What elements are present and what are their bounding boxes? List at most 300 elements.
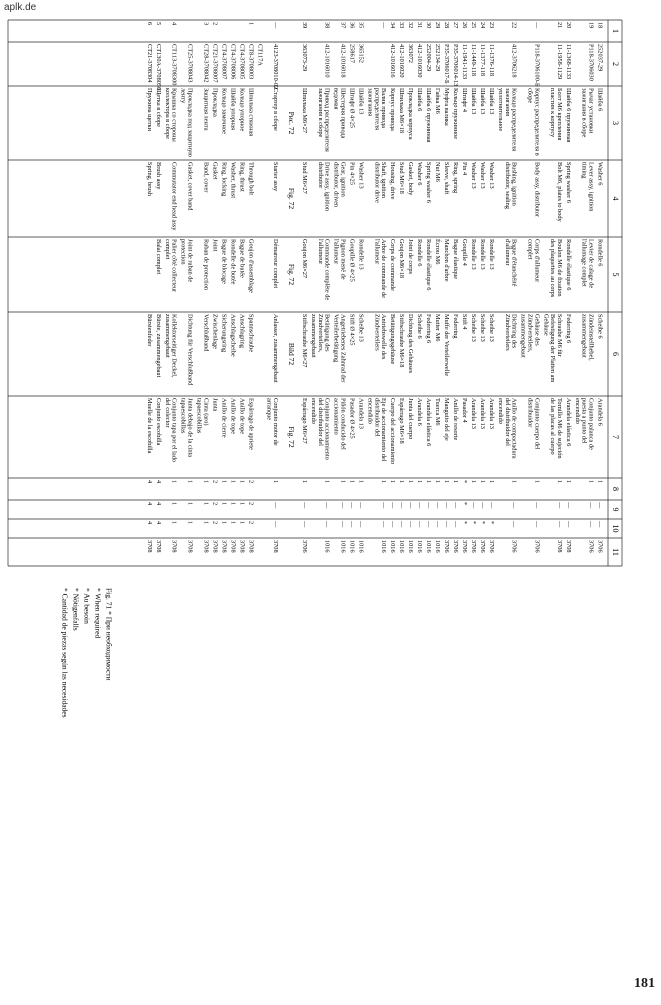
table-cell: Washer 6 (416, 162, 424, 186)
figure-label: Fig. 72 (286, 263, 296, 286)
table-cell: Рычаг установки (587, 88, 595, 134)
table-cell: коллектора в сборе (163, 88, 171, 139)
table-row (542, 22, 563, 553)
table-cell: * (461, 502, 469, 506)
table-cell: Arandela 13 (488, 398, 496, 429)
table-cell: Scheibe 13 (488, 314, 496, 342)
table-cell: 4 (145, 502, 153, 506)
table-cell: 1 (398, 480, 406, 484)
table-cell: Arandela 13 (357, 398, 365, 429)
table-cell: зажигания (366, 88, 374, 117)
table-cell: 36 (348, 22, 356, 29)
table-cell: Lever assy, ignition (587, 162, 595, 212)
table-cell: 1016 (389, 540, 397, 553)
table-cell: 412-1016010 (323, 44, 331, 78)
table-cell: 1 (434, 480, 442, 484)
table-cell: Шайба упорная (229, 88, 237, 130)
table-cell: Bague élastique (452, 239, 460, 280)
table-row (434, 22, 442, 553)
table-cell: Rondelle élastique 6 (425, 239, 433, 291)
table-cell: Washer 13 (470, 162, 478, 189)
table-cell: Gehäuse des (533, 314, 541, 346)
table-cell: complet (163, 239, 171, 260)
table-cell: 412-1016020 (398, 44, 406, 78)
table-cell: 2 (247, 521, 255, 525)
table-cell: Joint (211, 239, 219, 252)
table-cell: Corps d'allumeur (533, 239, 541, 283)
table-cell: Commutator end head assy (170, 162, 178, 231)
table-cell: Scheibe 13 (357, 314, 365, 342)
table-cell: 1016 (425, 540, 433, 553)
table-row (238, 44, 245, 553)
column-header-9: 9 (611, 507, 621, 512)
table-cell: 3706 (479, 540, 487, 553)
table-cell: 2 (211, 480, 219, 484)
figure-label: Bild 72 (286, 342, 296, 366)
table-cell: Scheibe 6 (596, 314, 604, 339)
table-cell: Anillo de tope (229, 398, 237, 435)
table-cell: СТ113-3708300 (170, 44, 178, 86)
table-cell: — (407, 502, 415, 509)
table-cell: 11-1449-118 (470, 44, 478, 77)
table-cell: 3708 (145, 540, 153, 553)
table-cell: 365152 (357, 44, 365, 63)
table-cell: Démarreur complet (272, 239, 280, 289)
table-cell: пластин к корпусу (549, 88, 557, 138)
table-cell: Schraube M6 für (555, 314, 563, 357)
table-cell: — (434, 521, 442, 528)
table-cell: 1 (301, 480, 309, 484)
figure-separator-row (287, 112, 296, 448)
table-cell: 412-1016016 (389, 44, 397, 78)
table-cell: Balai complet (154, 239, 162, 275)
table-cell: — (488, 502, 496, 509)
table-cell: 3708 (220, 540, 228, 553)
table-cell: 3706 (596, 540, 604, 553)
page-number: 181 (634, 976, 655, 991)
table-cell: distributor (316, 162, 324, 189)
table-cell: Stiftschraube M6×27 (301, 314, 309, 368)
table-cell: 28 (443, 22, 451, 29)
table-cell: Body assy, distributor (533, 162, 541, 218)
table-cell: Sicherungsring (220, 314, 228, 353)
table-cell: Piñón conducido del (339, 398, 347, 450)
table-cell: Р118-3706100-Б (533, 44, 541, 87)
table-cell: 3708 (202, 540, 210, 553)
table-cell: — (452, 521, 460, 528)
table-cell: Шпилька М6×27 (301, 88, 309, 134)
table-cell: ведомая (332, 88, 340, 110)
table-cell: 35 (357, 22, 365, 29)
table-cell: Kollektorseitiger Deckel, (170, 314, 178, 378)
table-cell: Zündeinstellhebel, (587, 314, 595, 361)
footnote: * Cantidad de piezas según las necesidades (60, 588, 70, 718)
table-cell: 1 (587, 480, 595, 484)
table-cell: — (434, 502, 442, 509)
table-cell: СТ4-3708005 (238, 44, 246, 80)
table-cell: Ring, spring (452, 162, 460, 194)
table-cell: — (555, 521, 563, 528)
table-cell: Болт М6 крепления (555, 88, 563, 141)
table-cell: Pin 4×25 (348, 162, 356, 185)
column-header-1: 1 (611, 29, 621, 33)
table-cell: 24 (479, 22, 487, 29)
table-cell: — (425, 502, 433, 509)
table-cell: Junta del cuerpo (407, 398, 415, 440)
table-row (229, 44, 236, 553)
table-cell: 1 (229, 502, 237, 506)
table-cell: Bürstenfeder (145, 314, 153, 347)
column-header-10: 10 (611, 524, 621, 533)
table-cell: — (587, 521, 595, 528)
table-cell: Rondelle élastique 6 (564, 239, 572, 291)
table-cell: зажигания в сборе (580, 88, 588, 138)
table-cell: 11-1368-1133 (564, 44, 572, 80)
table-cell: Anillo de compactadura (510, 398, 518, 459)
table-cell: protection (179, 239, 187, 265)
column-header-2: 2 (611, 62, 621, 66)
table-cell: 258617 (348, 44, 356, 63)
table-cell: 3708 (229, 540, 237, 553)
table-cell: Шайба 13 (470, 88, 478, 115)
table-cell: Ring, thrust (238, 162, 246, 192)
table-cell: * (461, 521, 469, 525)
table-cell: 1016 (434, 540, 442, 553)
table-cell: 38 (323, 22, 331, 29)
table-cell: — (301, 502, 309, 509)
table-cell: — (272, 22, 280, 29)
table-cell: * (479, 521, 487, 525)
table-cell: complet (526, 239, 534, 260)
table-cell: — (416, 521, 424, 528)
column-headers (611, 29, 620, 556)
table-cell: Washer 13 (488, 162, 496, 189)
table-cell: 1 (186, 480, 194, 484)
table-cell: 2 (211, 502, 219, 506)
table-cell: Pignon mené de (339, 239, 347, 280)
table-cell: Commande complète de (323, 239, 331, 301)
table-cell: Пружина щетки (145, 88, 153, 131)
table-cell: — (398, 521, 406, 528)
table-cell: 3706 (587, 540, 595, 553)
table-cell: Goupille Ø 4×25 (348, 239, 356, 282)
watermark: aplk.de (4, 2, 37, 13)
table-cell: СТ28-3708042 (202, 44, 210, 83)
table-cell: 1 (533, 480, 541, 484)
table-cell: 11-1377-118 (479, 44, 487, 77)
table-cell: Shaft, ignition (380, 162, 388, 199)
table-cell: 1 (479, 480, 487, 484)
table-row (574, 22, 595, 553)
table-cell: Spring washer 6 (425, 162, 433, 203)
table-cell: 363072 (407, 44, 415, 63)
table-cell: 1 (425, 480, 433, 484)
table-cell: Защитная лента (202, 88, 210, 131)
table-cell: Arandela 6 (596, 398, 604, 426)
table-body (146, 21, 604, 553)
table-cell: Band, cover (202, 162, 210, 193)
table-cell: 3706 (443, 540, 451, 553)
table-cell: — (389, 502, 397, 509)
table-cell: Ring, locking (220, 162, 228, 197)
table-cell: Р35-3706017-Б (443, 44, 451, 84)
table-cell: 1 (339, 480, 347, 484)
table-row (488, 22, 495, 553)
table-cell: 11-1958-1129 (555, 44, 563, 80)
table-cell: СТ25-3708043 (186, 44, 194, 83)
table-cell: 1 (564, 480, 572, 484)
table-cell: Rondelle 6 (596, 239, 604, 267)
table-cell: Bague de blocage (220, 239, 228, 284)
table-cell: Palier côté collecteur (170, 239, 178, 293)
table-cell: 1 (470, 480, 478, 484)
table-cell: Штифт Ø 4×25 (348, 88, 356, 128)
table-cell: tapaescobillas (195, 398, 203, 434)
table-row (425, 22, 432, 553)
table-cell: Manguito del eje (443, 398, 451, 441)
table-cell: 363073-29 (301, 44, 309, 72)
table-cell: сборе (526, 88, 534, 104)
table-cell: del colector (163, 398, 171, 428)
table-cell: Sleeve, shaft (443, 162, 451, 195)
table-cell: Р118-3706030 (587, 44, 595, 81)
table-cell: Starter assy (272, 162, 280, 192)
table-cell: — (348, 502, 356, 509)
table-cell: 1 (510, 480, 518, 484)
column-header-7: 7 (611, 435, 621, 439)
figure-label: Рис. 72 (286, 111, 296, 135)
table-cell: distributor drive (373, 162, 381, 203)
table-row (497, 22, 518, 553)
table-cell: — (339, 521, 347, 528)
table-cell: Bolt M6, plates to body (555, 162, 563, 222)
table-cell: 3708 (247, 540, 255, 553)
table-cell: Dichtring des (510, 314, 518, 349)
table-cell: Rondelle 13 (357, 239, 365, 270)
table-cell: zusammengebaut (310, 314, 318, 358)
table-row (196, 22, 210, 553)
table-cell: 27 (452, 22, 460, 29)
table-cell: Arbre de commande de (380, 239, 388, 298)
table-cell: Joint de corps (407, 239, 415, 274)
table-row (565, 22, 572, 553)
table-cell: Anillo de cierre (220, 398, 228, 438)
table-cell: 1 (452, 480, 460, 484)
table-cell: 3706 (470, 540, 478, 553)
table-cell: Ruban de protection (202, 239, 210, 291)
table-cell: puesta a punto del (580, 398, 588, 444)
table-cell: — (470, 502, 478, 509)
table-cell: Scheibe 6 (416, 314, 424, 339)
table-cell: Espárrago M6×18 (398, 398, 406, 444)
table-cell: Federring 6 (564, 314, 572, 344)
table-row (180, 44, 194, 553)
table-cell: 6 (145, 22, 153, 26)
table-cell: Goujon d'assemblage (247, 239, 255, 293)
table-cell: del distribuidor del (316, 398, 324, 446)
table-row (443, 22, 450, 553)
table-cell: Шайба 13 (479, 88, 487, 115)
table-cell: 412-1016030 (416, 44, 424, 78)
table-cell: Anschlagscheibe (229, 314, 237, 357)
table-cell: de las placas al cuerpo (549, 398, 557, 455)
table-cell: Housing, drive (389, 162, 397, 200)
table-cell: 4 (145, 521, 153, 525)
table-cell: Cuerpo del accionamiento (389, 398, 397, 465)
table-cell: distribuidor (526, 398, 534, 428)
table-cell: — (443, 502, 451, 509)
table-cell: Прокладка (211, 88, 219, 117)
table-cell: 30 (425, 22, 433, 29)
table-cell: * (461, 480, 469, 484)
footnote: * Nötigenfalls (71, 588, 81, 631)
table-cell: Conjunto motor de (272, 398, 280, 446)
table-cell: — (452, 502, 460, 509)
table-cell: Antriebswelle des (380, 314, 388, 360)
table-cell: 3708 (170, 540, 178, 553)
table-cell: Bürste, zusammengebaut (154, 314, 162, 378)
table-cell: Tuerca M6 (434, 398, 442, 426)
table-cell: Cinta (aro) (202, 398, 210, 426)
table-cell: Anillo de resorte (452, 398, 460, 441)
table-cell: Conjunto tapa por el lado (170, 398, 178, 463)
table-cell: — (510, 502, 518, 509)
table-cell: 1 (555, 480, 563, 484)
table-cell: zusammengebaut (519, 314, 527, 358)
table-cell: Scheibe 13 (470, 314, 478, 342)
table-cell: zusammengebaut (163, 314, 171, 358)
table-cell: Корпус распределителя в (533, 88, 541, 156)
table-cell: Washer 13 (479, 162, 487, 189)
table-cell: Nut M6 (434, 162, 442, 182)
table-cell: 1 (247, 22, 255, 26)
table-cell: del distribuidor del (503, 398, 511, 446)
table-cell: 37 (339, 22, 347, 29)
table-cell: Zündverteilers (503, 314, 511, 351)
table-cell: Anlasser, zusammengebaut (272, 314, 280, 383)
table-cell: СТ8-3708003 (247, 44, 255, 80)
table-cell: Drive assy, ignition (323, 162, 331, 212)
table-cell: Rondelle de butée (229, 239, 237, 285)
table-cell: СТ21-3708007 (211, 44, 219, 83)
table-cell: tapaescobillas (179, 398, 187, 434)
table-cell: Кольцо упорное (238, 88, 246, 132)
table-cell: — (555, 502, 563, 509)
table-cell: 1 (186, 502, 194, 506)
table-cell: 2 (247, 502, 255, 506)
table-cell: Stiftschraube M6×18 (398, 314, 406, 368)
table-cell: Zündverteilers, (526, 314, 534, 353)
table-cell: * (488, 521, 496, 525)
table-cell: — (425, 521, 433, 528)
table-cell: 1 (202, 502, 210, 506)
table-cell: Zwischenlage (211, 314, 219, 349)
footnote: Fig. 71 * При необходимости (104, 588, 114, 681)
table-cell: 1 (170, 502, 178, 506)
table-cell: Bushing, ignition (510, 162, 518, 206)
table-cell: Anillo de tope (238, 398, 246, 435)
table-cell: 4 (154, 521, 162, 525)
table-cell: 1 (202, 521, 210, 525)
table-cell: encendido (573, 398, 581, 424)
table-cell: — (272, 502, 280, 509)
table-cell: Stud M6×27 (301, 162, 309, 194)
table-cell: Шпилька стяжная (247, 88, 255, 137)
table-cell: Levier de calage de (587, 239, 595, 289)
table-cell: 3708 (211, 540, 219, 553)
table-cell: — (348, 521, 356, 528)
table-cell: Gear, ignition (339, 162, 347, 197)
table-row (220, 44, 227, 553)
table-cell: уплотнительное (497, 88, 505, 132)
table-cell: Rondelle 13 (479, 239, 487, 270)
table-cell: Шайба 13 (488, 88, 496, 115)
table-cell: — (272, 521, 280, 528)
table-cell: Шайба 6 пружинная (425, 88, 433, 143)
column-header-11: 11 (611, 548, 621, 556)
table-cell: — (357, 521, 365, 528)
table-cell: Corps de commande (389, 239, 397, 291)
footnote: * Au besoin (82, 588, 92, 624)
table-cell: Brush assy (154, 162, 162, 190)
table-row (398, 22, 405, 553)
table-cell: СТ130А-3708050 (154, 44, 162, 91)
table-cell: — (323, 502, 331, 509)
table-row (416, 22, 423, 553)
table-cell: 3708 (186, 540, 194, 553)
table-cell: — (380, 22, 388, 29)
table-cell: 1 (389, 480, 397, 484)
table-cell: 1016 (348, 540, 356, 553)
column-header-3: 3 (611, 121, 621, 125)
table-cell: 18 (596, 22, 604, 29)
table-cell: Stud M6×18 (398, 162, 406, 194)
table-cell: Junta debajo de la cinta (186, 398, 194, 458)
table-cell: 1 (416, 480, 424, 484)
table-cell: — (564, 502, 572, 509)
table-cell: Muelle de la escobilla (145, 398, 153, 454)
table-cell: 1016 (416, 540, 424, 553)
table-cell: 1 (596, 480, 604, 484)
table-cell: 34 (389, 22, 397, 29)
table-cell: Шестерня привода (339, 88, 347, 139)
column-header-6: 6 (611, 352, 621, 356)
table-cell: Federring 6 (425, 314, 433, 344)
table-cell: 1 (348, 480, 356, 484)
table-cell: Корпус привода (389, 88, 397, 131)
table-cell: Stift 4 (461, 314, 469, 330)
table-cell: 1 (229, 480, 237, 484)
table-cell: Spring washer 6 (564, 162, 572, 203)
table-cell: — (357, 502, 365, 509)
table-cell: Junta (211, 398, 219, 412)
table-cell: — (389, 521, 397, 528)
table-cell: 1 (170, 521, 178, 525)
table-cell: 32 (407, 22, 415, 29)
table-cell: Verteilerbetätigung (332, 314, 340, 363)
column-header-4: 4 (611, 196, 621, 201)
column-header-8: 8 (611, 487, 621, 491)
table-cell: 252004-29 (425, 44, 433, 72)
table-cell: Arandela 13 (479, 398, 487, 429)
table-cell: Rondelle 13 (488, 239, 496, 270)
table-cell: 31 (416, 22, 424, 29)
table-cell: Washer, thrust (229, 162, 237, 198)
table-cell: 3706 (461, 540, 469, 553)
table-cell: 1 (357, 480, 365, 484)
table-cell: — (596, 521, 604, 528)
table-cell: 3706 (488, 540, 496, 553)
